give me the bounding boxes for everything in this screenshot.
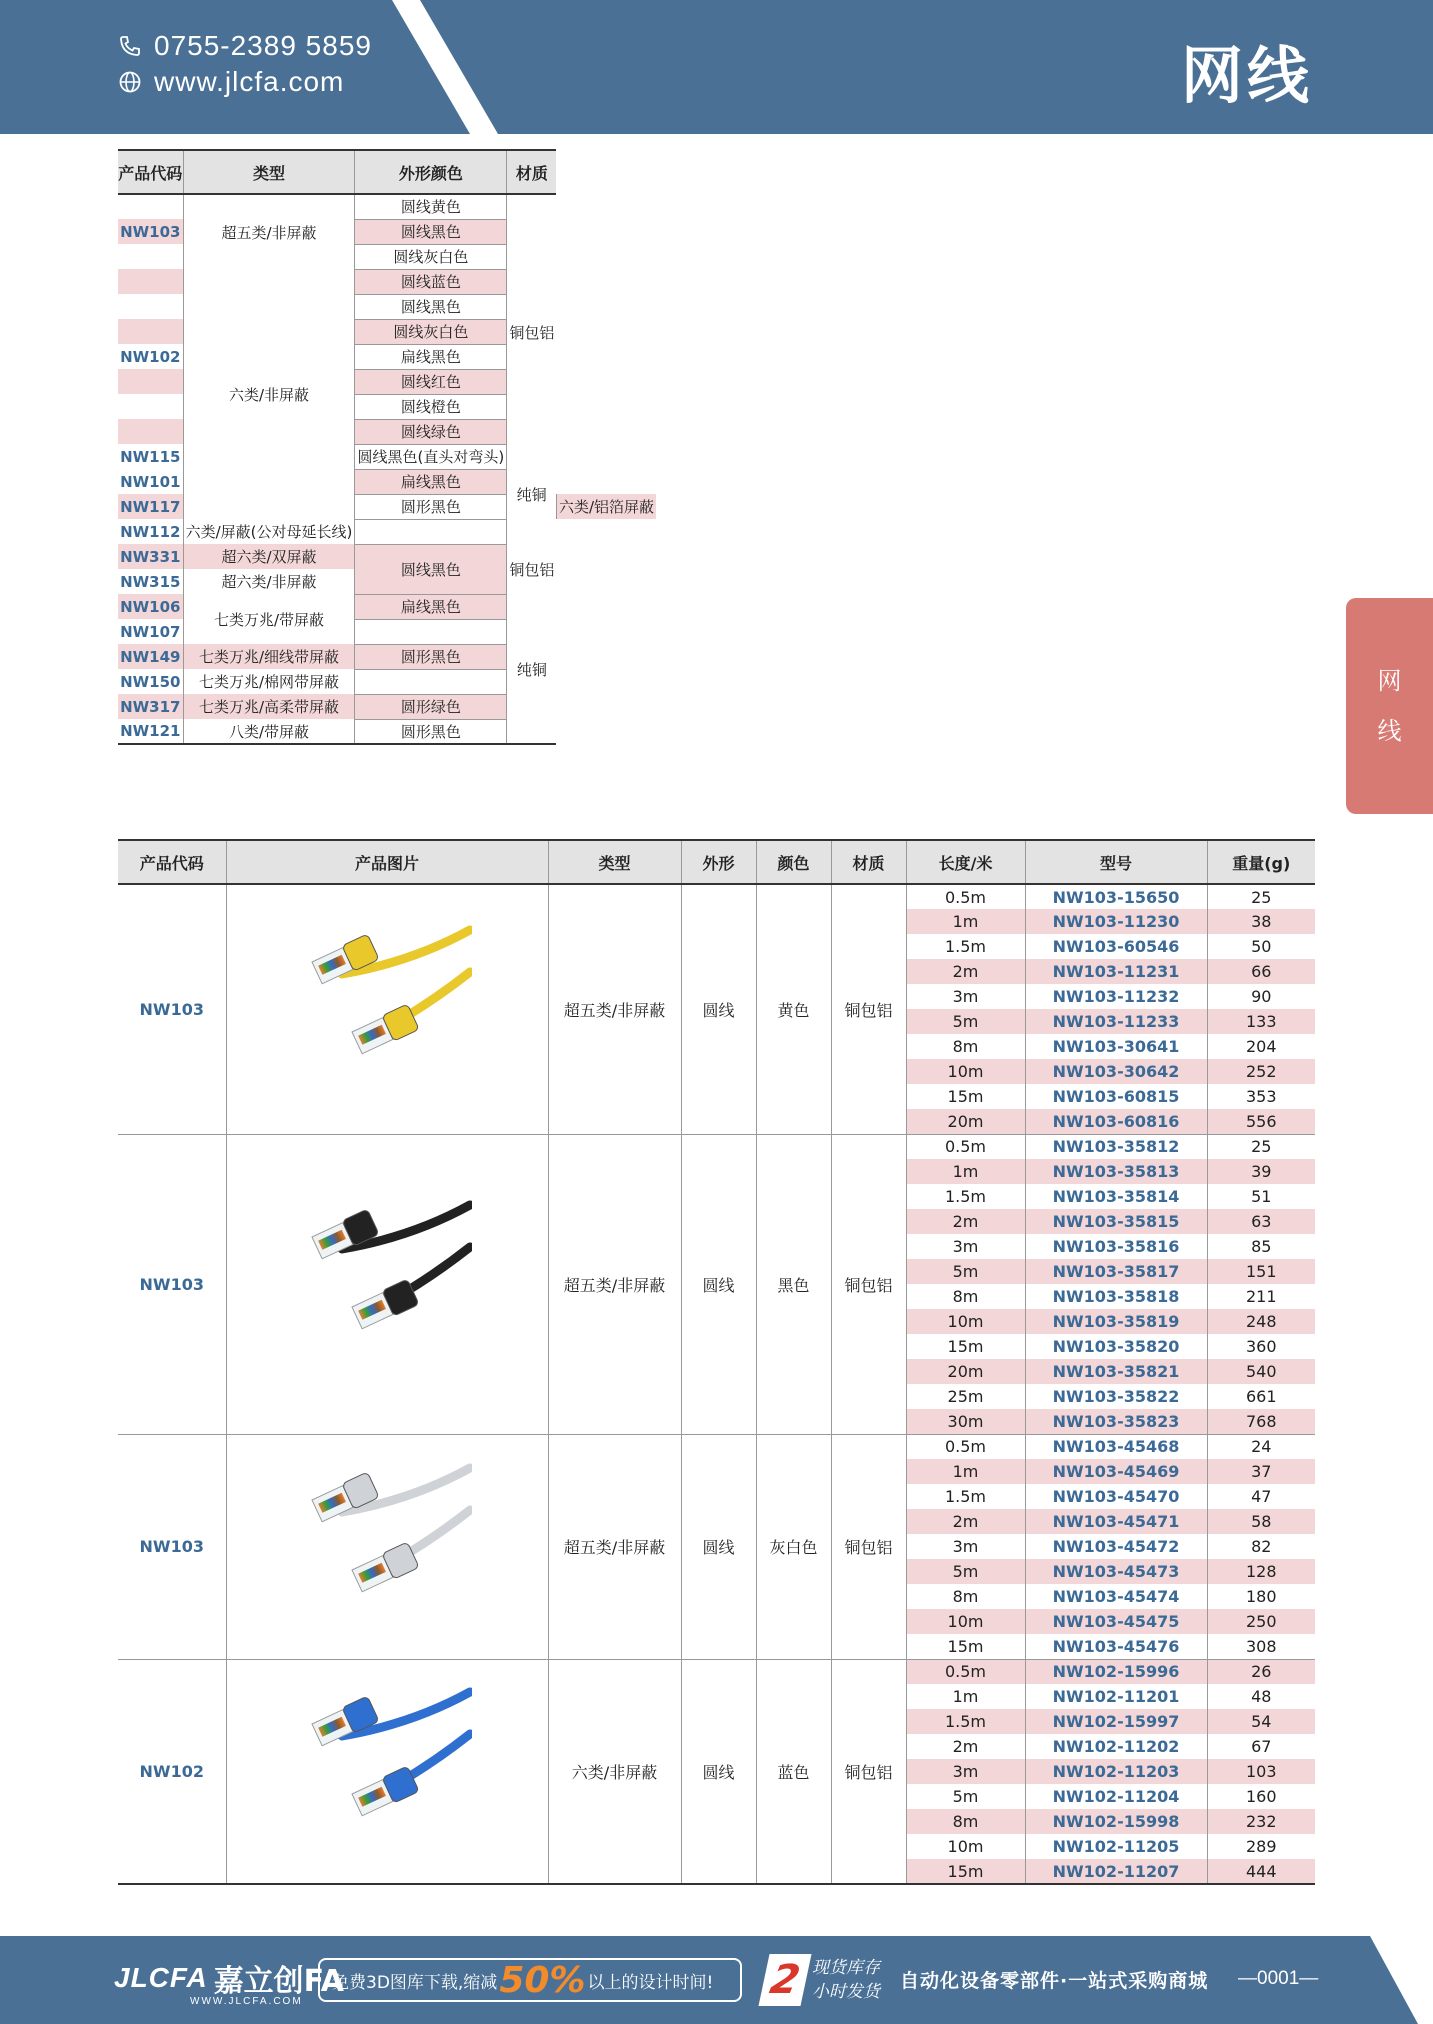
header-type: 类型 xyxy=(183,150,355,194)
product-material: 纯铜 xyxy=(507,644,557,694)
product-shape: 圆线 xyxy=(681,1434,756,1659)
product-code: NW149 xyxy=(118,644,183,669)
length-cell: 10m xyxy=(906,1609,1025,1634)
product-material xyxy=(507,594,557,644)
length-cell: 2m xyxy=(906,1734,1025,1759)
detail-row xyxy=(118,1659,1315,1684)
logo-url: WWW.JLCFA.COM xyxy=(190,1996,303,2007)
product-material: 纯铜 xyxy=(507,469,557,519)
model-cell[interactable]: NW103-35818 xyxy=(1025,1284,1207,1309)
model-cell[interactable]: NW103-30642 xyxy=(1025,1059,1207,1084)
product-code: NW103 xyxy=(118,1134,226,1434)
detail-row xyxy=(118,1434,1315,1459)
product-material xyxy=(507,519,557,544)
length-cell: 3m xyxy=(906,984,1025,1009)
phone-icon xyxy=(118,34,142,58)
product-shape: 圆线 xyxy=(681,1659,756,1884)
length-cell: 2m xyxy=(906,959,1025,984)
product-material xyxy=(507,694,557,744)
weight-cell: 26 xyxy=(1207,1659,1315,1684)
product-color: 黑色 xyxy=(756,1134,831,1434)
product-code: NW315 xyxy=(120,572,181,591)
model-cell[interactable]: NW103-45472 xyxy=(1025,1534,1207,1559)
category-side-tab[interactable] xyxy=(1346,598,1433,814)
length-cell: 0.5m xyxy=(906,1434,1025,1459)
length-cell: 5m xyxy=(906,1559,1025,1584)
product-color: 圆形黑色 xyxy=(355,719,507,744)
weight-cell: 67 xyxy=(1207,1734,1315,1759)
product-material: 铜包铝 xyxy=(507,544,557,594)
product-color: 圆线橙色 xyxy=(355,394,507,419)
weight-cell: 248 xyxy=(1207,1309,1315,1334)
product-code: NW150 xyxy=(120,672,181,691)
grey-network-cable-image xyxy=(302,1460,472,1630)
product-code: NW103 xyxy=(118,219,183,244)
product-material: 铜包铝 xyxy=(831,1134,906,1434)
overview-header-row xyxy=(118,150,656,194)
length-cell: 2m xyxy=(906,1209,1025,1234)
page-footer xyxy=(0,1936,1433,2024)
product-color: 圆形黑色 xyxy=(355,644,507,669)
product-type: 六类/屏蔽(公对母延长线) xyxy=(183,519,355,544)
product-color: 圆线红色 xyxy=(355,369,507,394)
product-image-cell xyxy=(226,1134,548,1434)
overview-row xyxy=(118,644,656,669)
model-cell[interactable]: NW102-11204 xyxy=(1025,1784,1207,1809)
product-code: NW107 xyxy=(120,622,181,641)
overview-row xyxy=(118,694,656,719)
weight-cell: 151 xyxy=(1207,1259,1315,1284)
weight-cell: 66 xyxy=(1207,959,1315,984)
product-color xyxy=(355,519,507,544)
footer-slogan: 自动化设备零部件·一站式采购商城 xyxy=(900,1970,1209,1992)
product-color: 圆线黑色 xyxy=(355,219,507,244)
product-color xyxy=(355,619,507,644)
header-color: 外形颜色 xyxy=(355,150,507,194)
company-logo[interactable] xyxy=(114,1956,344,2000)
weight-cell: 353 xyxy=(1207,1084,1315,1109)
model-cell[interactable]: NW103-15650 xyxy=(1025,884,1207,909)
length-cell: 10m xyxy=(906,1059,1025,1084)
model-cell[interactable]: NW103-11231 xyxy=(1025,959,1207,984)
length-cell: 15m xyxy=(906,1634,1025,1659)
product-code: NW102 xyxy=(118,1659,226,1884)
overview-row xyxy=(118,669,656,694)
weight-cell: 540 xyxy=(1207,1359,1315,1384)
header-diagonal-divider xyxy=(392,0,512,134)
product-color: 圆线黑色(直头对弯头) xyxy=(355,444,507,469)
weight-cell: 133 xyxy=(1207,1009,1315,1034)
product-code: NW121 xyxy=(118,719,183,744)
blue-network-cable-image xyxy=(302,1684,472,1854)
model-cell[interactable]: NW103-35823 xyxy=(1025,1409,1207,1434)
website-link[interactable]: www.jlcfa.com xyxy=(154,66,345,97)
product-code xyxy=(118,194,183,219)
product-color: 黄色 xyxy=(756,884,831,1134)
weight-cell: 63 xyxy=(1207,1209,1315,1234)
product-code xyxy=(118,294,183,319)
phone-line xyxy=(118,28,372,64)
logo-mark: JLCFA xyxy=(114,1962,208,1993)
model-cell[interactable]: NW103-45476 xyxy=(1025,1634,1207,1659)
header-code: 产品代码 xyxy=(118,840,226,884)
model-cell[interactable]: NW103-45470 xyxy=(1025,1484,1207,1509)
model-cell[interactable]: NW103-11232 xyxy=(1025,984,1207,1009)
product-code xyxy=(118,419,183,444)
model-cell[interactable]: NW103-45469 xyxy=(1025,1459,1207,1484)
weight-cell: 556 xyxy=(1207,1109,1315,1134)
model-cell[interactable]: NW103-45471 xyxy=(1025,1509,1207,1534)
length-cell: 1.5m xyxy=(906,934,1025,959)
weight-cell: 82 xyxy=(1207,1534,1315,1559)
model-cell[interactable]: NW102-11207 xyxy=(1025,1859,1207,1884)
length-cell: 20m xyxy=(906,1359,1025,1384)
model-cell[interactable]: NW103-60815 xyxy=(1025,1084,1207,1109)
length-cell: 1.5m xyxy=(906,1184,1025,1209)
weight-cell: 444 xyxy=(1207,1859,1315,1884)
product-color: 扁线黑色 xyxy=(355,469,507,494)
product-type: 七类万兆/带屏蔽 xyxy=(183,594,355,644)
website-line xyxy=(118,64,372,100)
weight-cell: 37 xyxy=(1207,1459,1315,1484)
length-cell: 1m xyxy=(906,1459,1025,1484)
length-cell: 10m xyxy=(906,1309,1025,1334)
product-image-cell xyxy=(226,1659,548,1884)
weight-cell: 24 xyxy=(1207,1434,1315,1459)
product-color: 圆形绿色 xyxy=(355,694,507,719)
model-cell[interactable]: NW102-11201 xyxy=(1025,1684,1207,1709)
weight-cell: 661 xyxy=(1207,1384,1315,1409)
product-code: NW317 xyxy=(118,694,183,719)
product-material: 铜包铝 xyxy=(831,1434,906,1659)
length-cell: 1m xyxy=(906,909,1025,934)
overview-row xyxy=(118,594,656,619)
product-type: 超六类/非屏蔽 xyxy=(183,569,355,594)
length-cell: 30m xyxy=(906,1409,1025,1434)
product-detail-table xyxy=(118,839,1315,1885)
model-cell[interactable]: NW103-35817 xyxy=(1025,1259,1207,1284)
product-color: 蓝色 xyxy=(756,1659,831,1884)
weight-cell: 48 xyxy=(1207,1684,1315,1709)
product-color: 扁线黑色 xyxy=(355,344,507,369)
model-cell[interactable]: NW102-15998 xyxy=(1025,1809,1207,1834)
page-number: —0001— xyxy=(1238,1968,1319,1989)
length-cell: 15m xyxy=(906,1334,1025,1359)
weight-cell: 180 xyxy=(1207,1584,1315,1609)
header-material: 材质 xyxy=(507,150,557,194)
model-cell[interactable]: NW103-45468 xyxy=(1025,1434,1207,1459)
page-title: 网线 xyxy=(1180,39,1313,112)
product-color: 灰白色 xyxy=(756,1434,831,1659)
weight-cell: 50 xyxy=(1207,934,1315,959)
product-type: 七类万兆/棉网带屏蔽 xyxy=(183,669,355,694)
header-length: 长度/米 xyxy=(906,840,1025,884)
model-cell[interactable]: NW103-11233 xyxy=(1025,1009,1207,1034)
product-image-cell xyxy=(226,884,548,1134)
model-cell[interactable]: NW103-35816 xyxy=(1025,1234,1207,1259)
model-cell[interactable]: NW103-11230 xyxy=(1025,909,1207,934)
product-code: NW115 xyxy=(120,447,181,466)
length-cell: 15m xyxy=(906,1084,1025,1109)
product-color: 圆线黑色 xyxy=(355,294,507,319)
length-cell: 0.5m xyxy=(906,1134,1025,1159)
phone-number: 0755-2389 5859 xyxy=(154,30,372,61)
length-cell: 1.5m xyxy=(906,1484,1025,1509)
weight-cell: 128 xyxy=(1207,1559,1315,1584)
overview-row xyxy=(118,519,656,544)
product-code: NW331 xyxy=(118,544,183,569)
length-cell: 8m xyxy=(906,1809,1025,1834)
overview-row xyxy=(118,544,656,569)
length-cell: 0.5m xyxy=(906,884,1025,909)
overview-row xyxy=(118,194,656,219)
length-cell: 1m xyxy=(906,1159,1025,1184)
model-cell[interactable]: NW103-35821 xyxy=(1025,1359,1207,1384)
length-cell: 2m xyxy=(906,1509,1025,1534)
model-cell[interactable]: NW103-45473 xyxy=(1025,1559,1207,1584)
promo-text-before: 免费3D图库下载,缩减 xyxy=(332,1972,498,1993)
product-code: NW112 xyxy=(120,522,181,541)
length-cell: 5m xyxy=(906,1259,1025,1284)
weight-cell: 252 xyxy=(1207,1059,1315,1084)
weight-cell: 90 xyxy=(1207,984,1315,1009)
black-network-cable-image xyxy=(302,1197,472,1367)
weight-cell: 85 xyxy=(1207,1234,1315,1259)
product-material: 铜包铝 xyxy=(831,1659,906,1884)
product-type: 超五类/非屏蔽 xyxy=(548,1134,681,1434)
length-cell: 25m xyxy=(906,1384,1025,1409)
header-material: 材质 xyxy=(831,840,906,884)
weight-cell: 54 xyxy=(1207,1709,1315,1734)
header-color: 颜色 xyxy=(756,840,831,884)
product-type: 七类万兆/高柔带屏蔽 xyxy=(183,694,355,719)
product-color: 圆线黄色 xyxy=(355,194,507,219)
product-color: 扁线黑色 xyxy=(355,594,507,619)
yellow-network-cable-image xyxy=(302,922,472,1092)
product-code: NW101 xyxy=(120,472,181,491)
length-cell: 5m xyxy=(906,1784,1025,1809)
header-model: 型号 xyxy=(1025,840,1207,884)
detail-header-row xyxy=(118,840,1315,884)
product-code: NW103 xyxy=(118,884,226,1134)
side-tab-char-1: 网 xyxy=(1377,667,1402,695)
detail-row xyxy=(118,884,1315,909)
model-cell[interactable]: NW102-11203 xyxy=(1025,1759,1207,1784)
product-type: 六类/铝箔屏蔽 xyxy=(556,494,656,519)
product-type: 超五类/非屏蔽 xyxy=(183,194,355,269)
length-cell: 5m xyxy=(906,1009,1025,1034)
badge-line-1: 现货库存 xyxy=(812,1958,880,1978)
contact-info xyxy=(118,28,372,100)
weight-cell: 250 xyxy=(1207,1609,1315,1634)
delivery-hours-badge: 2 xyxy=(758,1954,811,2006)
product-type: 超五类/非屏蔽 xyxy=(548,1434,681,1659)
weight-cell: 308 xyxy=(1207,1634,1315,1659)
length-cell: 15m xyxy=(906,1859,1025,1884)
product-material: 铜包铝 xyxy=(507,194,557,469)
length-cell: 1m xyxy=(906,1684,1025,1709)
length-cell: 8m xyxy=(906,1034,1025,1059)
product-code xyxy=(118,369,183,394)
weight-cell: 289 xyxy=(1207,1834,1315,1859)
model-cell[interactable]: NW103-45474 xyxy=(1025,1584,1207,1609)
promo-banner[interactable] xyxy=(318,1958,742,2002)
product-code: NW103 xyxy=(118,1434,226,1659)
length-cell: 0.5m xyxy=(906,1659,1025,1684)
model-cell[interactable]: NW103-35820 xyxy=(1025,1334,1207,1359)
model-cell[interactable]: NW103-35819 xyxy=(1025,1309,1207,1334)
weight-cell: 51 xyxy=(1207,1184,1315,1209)
side-tab-char-2: 线 xyxy=(1377,717,1402,745)
product-color: 圆线黑色 xyxy=(355,544,507,594)
overview-row xyxy=(118,269,656,294)
length-cell: 8m xyxy=(906,1584,1025,1609)
overview-row xyxy=(118,719,656,744)
length-cell: 20m xyxy=(906,1109,1025,1134)
footer-diagonal-divider xyxy=(1300,1936,1433,2024)
length-cell: 8m xyxy=(906,1284,1025,1309)
product-color: 圆线灰白色 xyxy=(355,244,507,269)
product-type: 六类/非屏蔽 xyxy=(548,1659,681,1884)
model-cell[interactable]: NW103-35815 xyxy=(1025,1209,1207,1234)
weight-cell: 58 xyxy=(1207,1509,1315,1534)
delivery-badge-text xyxy=(812,1956,880,2004)
model-cell[interactable]: NW102-11202 xyxy=(1025,1734,1207,1759)
product-code xyxy=(118,244,183,269)
weight-cell: 39 xyxy=(1207,1159,1315,1184)
length-cell: 1.5m xyxy=(906,1709,1025,1734)
model-cell[interactable]: NW103-35813 xyxy=(1025,1159,1207,1184)
product-type: 超六类/双屏蔽 xyxy=(183,544,355,569)
model-cell[interactable]: NW103-35814 xyxy=(1025,1184,1207,1209)
model-cell[interactable]: NW103-45475 xyxy=(1025,1609,1207,1634)
product-color: 圆线绿色 xyxy=(355,419,507,444)
header-code: 产品代码 xyxy=(118,150,183,194)
product-type: 超五类/非屏蔽 xyxy=(548,884,681,1134)
product-type: 八类/带屏蔽 xyxy=(183,719,355,744)
detail-row xyxy=(118,1134,1315,1159)
weight-cell: 103 xyxy=(1207,1759,1315,1784)
product-shape: 圆线 xyxy=(681,884,756,1134)
header-weight: 重量(g) xyxy=(1207,840,1315,884)
weight-cell: 232 xyxy=(1207,1809,1315,1834)
promo-percent: 50% xyxy=(499,1959,586,2001)
length-cell: 3m xyxy=(906,1759,1025,1784)
product-color: 圆线蓝色 xyxy=(355,269,507,294)
weight-cell: 25 xyxy=(1207,884,1315,909)
product-color xyxy=(355,669,507,694)
product-type: 六类/非屏蔽 xyxy=(183,269,355,519)
product-color: 圆形黑色 xyxy=(355,494,507,519)
weight-cell: 211 xyxy=(1207,1284,1315,1309)
product-overview-table xyxy=(118,149,656,745)
product-code xyxy=(118,319,183,344)
weight-cell: 25 xyxy=(1207,1134,1315,1159)
length-cell: 3m xyxy=(906,1534,1025,1559)
product-type: 七类万兆/细线带屏蔽 xyxy=(183,644,355,669)
weight-cell: 38 xyxy=(1207,909,1315,934)
model-cell[interactable]: NW103-60546 xyxy=(1025,934,1207,959)
model-cell[interactable]: NW103-35812 xyxy=(1025,1134,1207,1159)
product-color: 圆线灰白色 xyxy=(355,319,507,344)
product-code: NW102 xyxy=(120,347,181,366)
weight-cell: 360 xyxy=(1207,1334,1315,1359)
product-shape: 圆线 xyxy=(681,1134,756,1434)
badge-line-2: 小时发货 xyxy=(812,1982,880,2002)
promo-text-after: 以上的设计时间! xyxy=(587,1972,714,1993)
length-cell: 3m xyxy=(906,1234,1025,1259)
model-cell[interactable]: NW102-15997 xyxy=(1025,1709,1207,1734)
product-code: NW106 xyxy=(118,594,183,619)
model-cell[interactable]: NW103-35822 xyxy=(1025,1384,1207,1409)
page-header xyxy=(0,0,1433,134)
length-cell: 10m xyxy=(906,1834,1025,1859)
weight-cell: 204 xyxy=(1207,1034,1315,1059)
product-code xyxy=(118,269,183,294)
weight-cell: 160 xyxy=(1207,1784,1315,1809)
product-material: 铜包铝 xyxy=(831,884,906,1134)
weight-cell: 47 xyxy=(1207,1484,1315,1509)
model-cell[interactable]: NW103-30641 xyxy=(1025,1034,1207,1059)
model-cell[interactable]: NW103-60816 xyxy=(1025,1109,1207,1134)
logo-name: 嘉立创FA xyxy=(213,1964,344,1999)
header-image: 产品图片 xyxy=(226,840,548,884)
header-shape: 外形 xyxy=(681,840,756,884)
model-cell[interactable]: NW102-11205 xyxy=(1025,1834,1207,1859)
model-cell[interactable]: NW102-15996 xyxy=(1025,1659,1207,1684)
product-code: NW117 xyxy=(118,494,183,519)
product-image-cell xyxy=(226,1434,548,1659)
header-type: 类型 xyxy=(548,840,681,884)
weight-cell: 768 xyxy=(1207,1409,1315,1434)
globe-icon xyxy=(118,70,142,94)
product-code xyxy=(118,394,183,419)
